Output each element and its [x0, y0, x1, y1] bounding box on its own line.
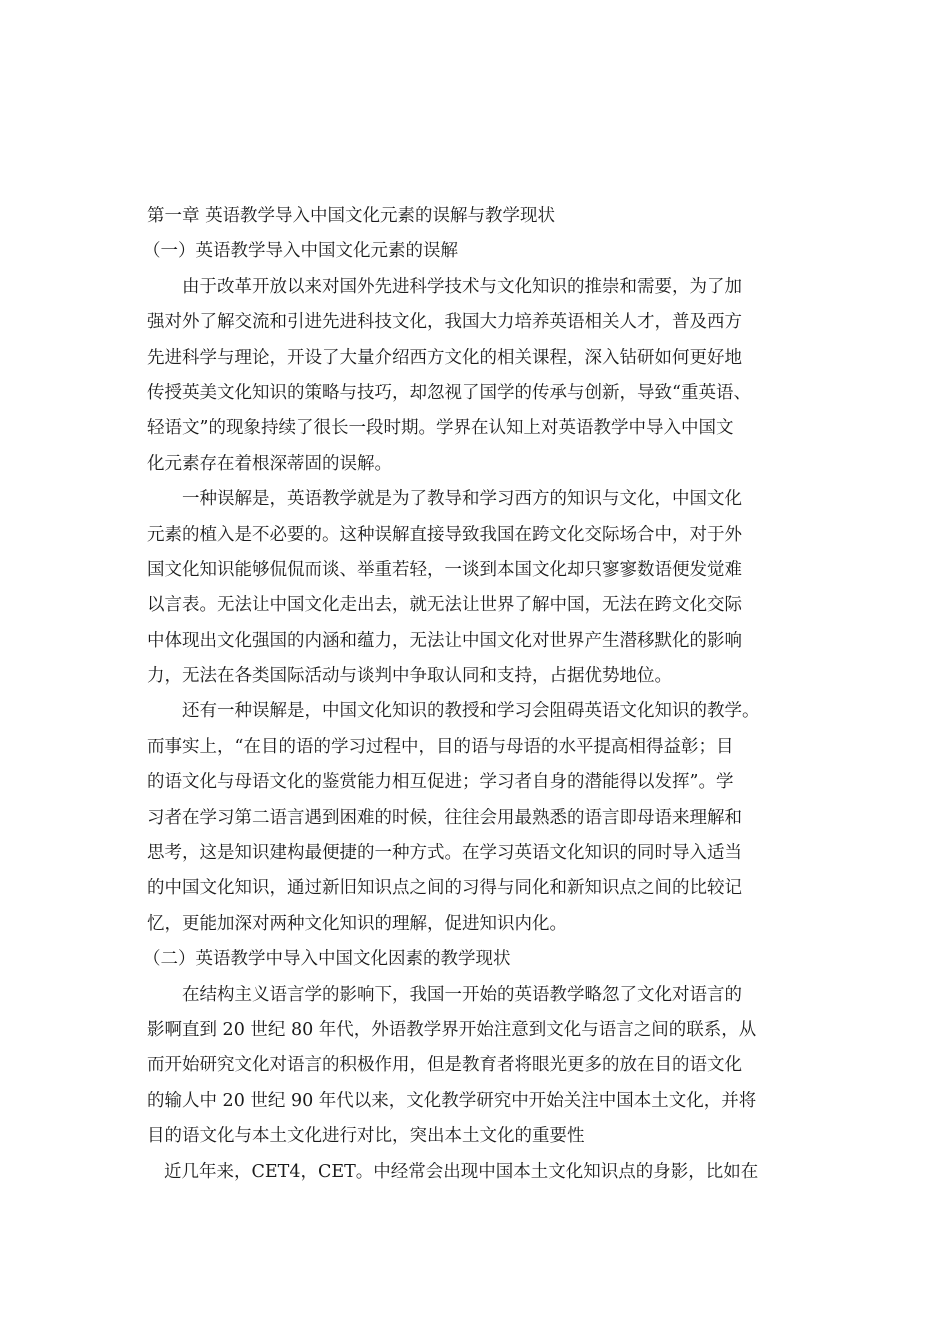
- paragraph-line: 而开始研究文化对语言的积极作用，但是教育者将眼光更多的放在目的语文化: [147, 1055, 742, 1076]
- paragraph-line: 的中国文化知识，通过新旧知识点之间的习得与同化和新知识点之间的比较记: [147, 878, 742, 899]
- paragraph-line: 而事实上，“在目的语的学习过程中，目的语与母语的水平提高相得益彰；目: [147, 736, 734, 757]
- section-heading: （一）英语教学导入中国文化元素的误解: [143, 241, 458, 262]
- paragraph-line: 中体现出文化强国的内涵和蕴力，无法让中国文化对世界产生潜移默化的影响: [147, 630, 742, 651]
- document-body: [143, 199, 807, 1190]
- paragraph-line: 习者在学习第二语言遇到困难的时候，往往会用最熟悉的语言即母语来理解和: [147, 807, 742, 828]
- paragraph-line: 目的语文化与本土文化进行对比，突出本土文化的重要性: [147, 1126, 585, 1147]
- paragraph-line: 的语文化与母语文化的鉴赏能力相互促进；学习者自身的潜能得以发挥”。学: [147, 772, 734, 793]
- paragraph-line: 强对外了解交流和引进先进科技文化，我国大力培养英语相关人才，普及西方: [147, 312, 742, 333]
- chapter-heading: 第一章 英语教学导入中国文化元素的误解与教学现状: [147, 206, 556, 226]
- paragraph-line: 化元素存在着根深蒂固的误解。: [147, 453, 392, 474]
- paragraph-line: 力，无法在各类国际活动与谈判中争取认同和支持，占据优势地位。: [147, 666, 672, 687]
- paragraph-line: 的输人中 20 世纪 90 年代以来，文化教学研究中开始关注中国本土文化，并将: [147, 1090, 757, 1111]
- paragraph-line: 传授英美文化知识的策略与技巧，却忽视了国学的传承与创新，导致“重英语、: [147, 382, 751, 403]
- section-heading: （二）英语教学中导入中国文化因素的教学现状: [143, 949, 511, 970]
- paragraph-line: 近几年来，CET4，CET。中经常会出现中国本土文化知识点的身影，比如在: [164, 1161, 759, 1182]
- paragraph-line: 在结构主义语言学的影响下，我国一开始的英语教学略忽了文化对语言的: [182, 984, 742, 1005]
- paragraph-line: 一种误解是，英语教学就是为了教导和学习西方的知识与文化，中国文化: [182, 489, 742, 510]
- paragraph-line: 思考，这是知识建构最便捷的一种方式。在学习英语文化知识的同时导入适当: [147, 843, 742, 864]
- paragraph-line: 先进科学与理论，开设了大量介绍西方文化的相关课程，深入钻研如何更好地: [147, 347, 742, 368]
- paragraph-line: 由于改革开放以来对国外先进科学技术与文化知识的推崇和需要，为了加: [182, 276, 742, 297]
- paragraph-line: 元素的植入是不必要的。这种误解直接导致我国在跨文化交际场合中，对于外: [147, 524, 742, 545]
- paragraph-line: 忆，更能加深对两种文化知识的理解，促进知识内化。: [147, 913, 567, 934]
- paragraph-line: 还有一种误解是，中国文化知识的教授和学习会阻碍英语文化知识的教学。: [182, 701, 760, 722]
- paragraph-line: 影啊直到 20 世纪 80 年代，外语教学界开始注意到文化与语言之间的联系，从: [147, 1019, 757, 1040]
- paragraph-line: 国文化知识能够侃侃而谈、举重若轻，一谈到本国文化却只寥寥数语便发觉难: [147, 559, 742, 580]
- paragraph-line: 以言表。无法让中国文化走出去，就无法让世界了解中国，无法在跨文化交际: [147, 595, 742, 616]
- paragraph-line: 轻语文”的现象持续了很长一段时期。学界在认知上对英语教学中导入中国文: [147, 418, 734, 439]
